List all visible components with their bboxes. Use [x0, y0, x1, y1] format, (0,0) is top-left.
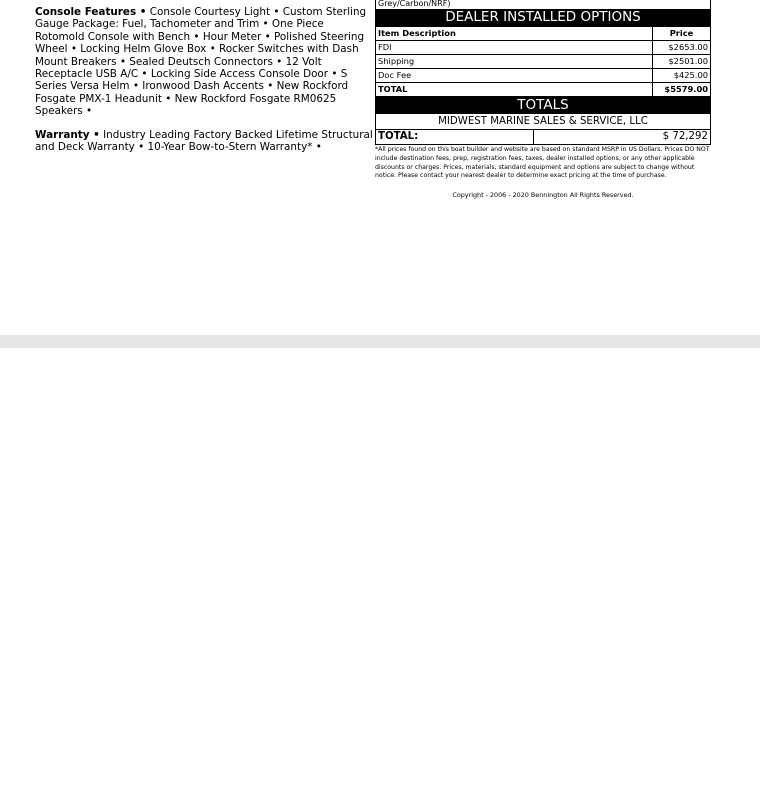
table-row	[376, 69, 711, 83]
table-row	[376, 41, 711, 55]
totals-title: TOTALS	[375, 97, 711, 114]
grand-total-row	[375, 130, 711, 145]
options-total-label: TOTAL	[376, 83, 653, 97]
dealer-name: MIDWEST MARINE SALES & SERVICE, LLC	[375, 114, 711, 130]
warranty-paragraph	[35, 129, 375, 154]
console-features-heading: Console Features •	[35, 6, 147, 18]
grand-total-value: $ 72,292	[662, 131, 708, 142]
grand-total-label: TOTAL:	[376, 130, 534, 144]
pricing-disclaimer: *All prices found on this boat builder and website are based on standard MSRP in US Dollars. Prices DO NOT include destination fees, prep, registration fees, taxes, dealer installed options, or any other applicable discounts or charges. Prices, materials, standard equipment and options are subject to change without notice. Please contact your nearest dealer to determine exact pricing at the time of purchase.	[375, 146, 710, 180]
row-description: FDI	[376, 41, 653, 55]
dealer-options-table	[375, 26, 711, 97]
table-row	[376, 55, 711, 69]
row-description: Doc Fee	[376, 69, 653, 83]
options-total-price: $5579.00	[653, 83, 711, 97]
warranty-text: Industry Leading Factory Backed Lifetime Structural and Deck Warranty • 10-Year Bow-to-Stern Warranty* •	[35, 128, 373, 154]
warranty-heading: Warranty •	[35, 128, 100, 141]
previous-option-row	[375, 0, 711, 9]
header-price: Price	[653, 27, 711, 41]
previous-option-label: Grey/Carbon/NRF)	[378, 0, 451, 8]
row-price: $2653.00	[653, 41, 711, 55]
options-total-row	[376, 83, 711, 97]
row-description: Shipping	[376, 55, 653, 69]
table-header-row	[376, 27, 711, 41]
copyright-notice: Copyright - 2006 - 2020 Bennington All Rights Reserved.	[452, 191, 634, 200]
console-features-text: Console Courtesy Light • Custom Sterling Gauge Package: Fuel, Tachometer and Trim • One Piece Rotomold Console with Bench • Hour Meter • Polished Steering Wheel • Locking Helm Glove Box • Rocker Switches with Dash Mount Breakers • Sealed Deutsch Connectors • 12 Volt Receptacle USB A/C • Locking Side Access Console Door • S Series Versa Helm • Ironwood Dash Accents • New Rockford Fosgate PMX-1 Headunit • New Rockford Fosgate RM0625 Speakers •	[35, 6, 367, 118]
pricing-column	[375, 0, 711, 199]
header-description: Item Description	[376, 27, 653, 41]
row-price: $425.00	[653, 69, 711, 83]
console-features-paragraph	[35, 6, 375, 118]
row-price: $2501.00	[653, 55, 711, 69]
features-column	[35, 6, 375, 164]
page-divider	[0, 335, 760, 348]
dealer-options-title: DEALER INSTALLED OPTIONS	[375, 9, 711, 26]
